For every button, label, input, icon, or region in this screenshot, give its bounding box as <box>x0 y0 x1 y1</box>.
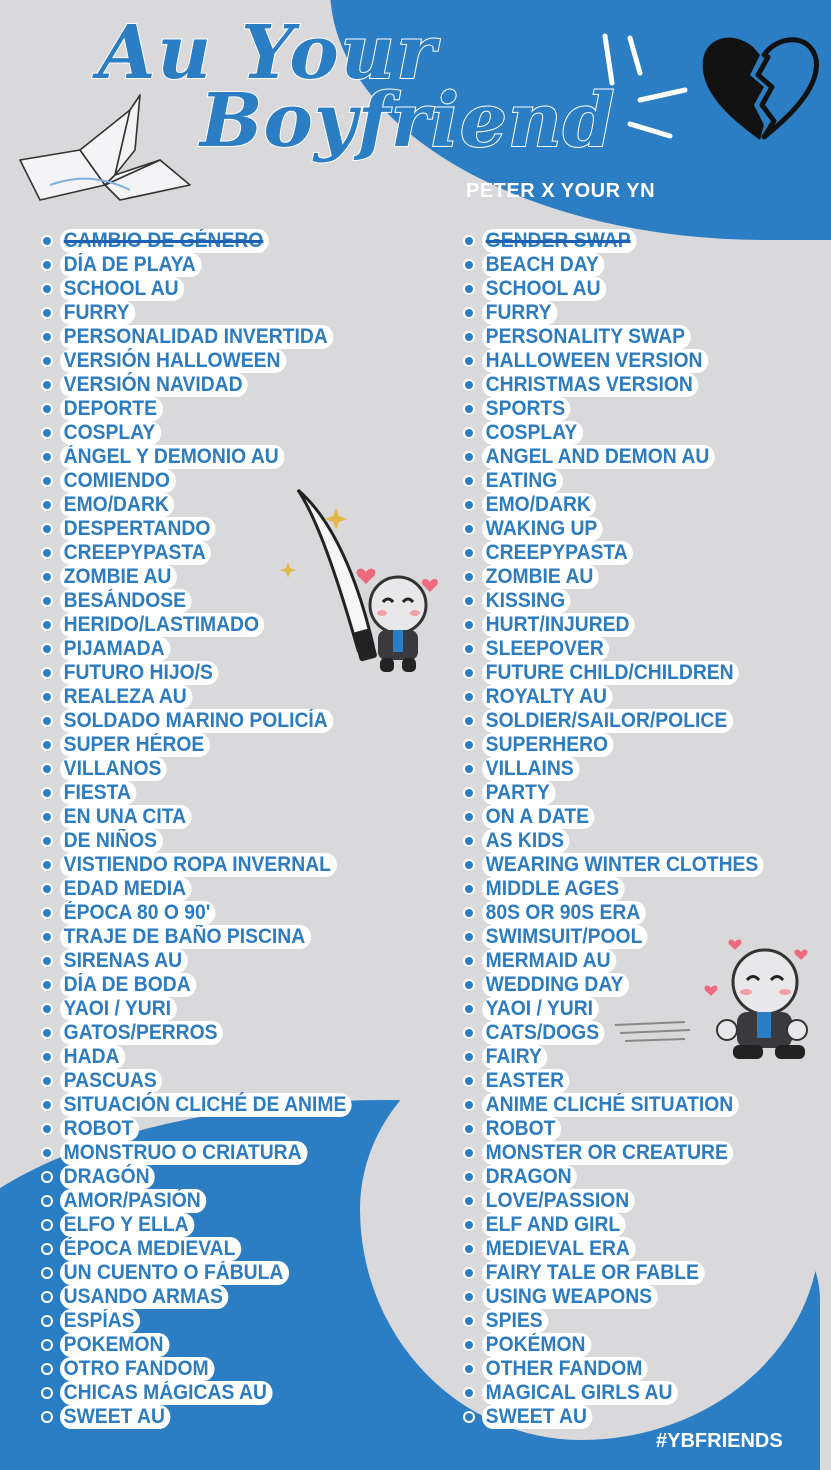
list-item-label: ROBOT <box>60 1117 139 1141</box>
bullet-icon <box>465 285 473 293</box>
list-item <box>40 1237 377 1261</box>
bullet-icon <box>465 741 473 749</box>
bullet-icon <box>465 1149 473 1157</box>
list-item <box>462 781 788 805</box>
bullet-icon <box>43 261 51 269</box>
list-item <box>462 1141 788 1165</box>
bullet-icon <box>43 381 51 389</box>
bullet-icon <box>465 669 473 677</box>
list-item-label: MONSTER OR CREATURE <box>482 1141 733 1165</box>
list-item-label: SITUACIÓN CLICHÉ DE ANIME <box>60 1093 352 1117</box>
bullet-icon <box>465 1005 473 1013</box>
list-item-label: EATING <box>482 469 563 493</box>
list-item <box>40 277 377 301</box>
list-item-label: HERIDO/LASTIMADO <box>60 613 265 637</box>
bullet-icon <box>465 861 473 869</box>
list-item <box>40 1093 377 1117</box>
list-item-label: HADA <box>60 1045 125 1069</box>
running-character-icon <box>615 930 825 1080</box>
list-item-label: MAGICAL GIRLS AU <box>482 1381 678 1405</box>
list-item-label: SIRENAS AU <box>60 949 188 973</box>
bullet-icon <box>43 885 51 893</box>
list-item <box>462 757 788 781</box>
bullet-icon <box>43 1317 51 1325</box>
list-item <box>40 1309 377 1333</box>
bullet-icon <box>43 1269 51 1277</box>
bullet-icon <box>43 309 51 317</box>
bullet-icon <box>465 1413 473 1421</box>
bullet-icon <box>43 1293 51 1301</box>
list-item <box>462 517 788 541</box>
list-item-label: OTRO FANDOM <box>60 1357 214 1381</box>
bullet-icon <box>43 333 51 341</box>
spanish-list <box>40 229 377 1429</box>
bullet-icon <box>43 981 51 989</box>
list-item <box>40 349 377 373</box>
list-item-label: USANDO ARMAS <box>60 1285 228 1309</box>
list-item-label: CATS/DOGS <box>482 1021 605 1045</box>
bullet-icon <box>465 765 473 773</box>
list-item <box>462 541 788 565</box>
list-item-label: DESPERTANDO <box>60 517 216 541</box>
list-item-label: VERSIÓN NAVIDAD <box>60 373 248 397</box>
list-item <box>462 805 788 829</box>
bullet-icon <box>465 717 473 725</box>
list-item-label: ÁNGEL Y DEMONIO AU <box>60 445 284 469</box>
list-item <box>462 253 788 277</box>
bullet-icon <box>465 1221 473 1229</box>
bullet-icon <box>43 909 51 917</box>
bullet-icon <box>465 645 473 653</box>
bullet-icon <box>43 1221 51 1229</box>
list-item-label: DRAGÓN <box>60 1165 155 1189</box>
list-item <box>462 397 788 421</box>
list-item <box>462 685 788 709</box>
list-item-label: PARTY <box>482 781 555 805</box>
list-item <box>40 1381 377 1405</box>
bullet-icon <box>465 621 473 629</box>
bullet-icon <box>465 1269 473 1277</box>
list-item-label: ROYALTY AU <box>482 685 613 709</box>
bullet-icon <box>43 789 51 797</box>
list-item-label: CHRISTMAS VERSION <box>482 373 698 397</box>
broken-heart-icon <box>698 25 823 150</box>
bullet-icon <box>465 261 473 269</box>
list-item <box>40 1069 377 1093</box>
list-item <box>462 1165 788 1189</box>
list-item-label: ZOMBIE AU <box>60 565 177 589</box>
list-item-label: POKÉMON <box>482 1333 591 1357</box>
bullet-icon <box>43 285 51 293</box>
bullet-icon <box>465 1101 473 1109</box>
list-item-label: 80S OR 90S ERA <box>482 901 646 925</box>
list-item-label: MIDDLE AGES <box>482 877 625 901</box>
bullet-icon <box>43 693 51 701</box>
list-item <box>40 1261 377 1285</box>
bullet-icon <box>465 1293 473 1301</box>
bullet-icon <box>465 1341 473 1349</box>
list-item-label: COSPLAY <box>60 421 161 445</box>
bullet-icon <box>465 1173 473 1181</box>
bullet-icon <box>43 1101 51 1109</box>
list-item-label: SPIES <box>482 1309 548 1333</box>
bullet-icon <box>465 501 473 509</box>
list-item-label: LOVE/PASSION <box>482 1189 635 1213</box>
list-item <box>40 805 377 829</box>
list-item-label: CHICAS MÁGICAS AU <box>60 1381 272 1405</box>
list-item-label: PIJAMADA <box>60 637 170 661</box>
list-item-label: EASTER <box>482 1069 570 1093</box>
list-item-label: ÉPOCA 80 O 90' <box>60 901 216 925</box>
list-item-label: SWIMSUIT/POOL <box>482 925 648 949</box>
bullet-icon <box>43 573 51 581</box>
subtitle: PETER X YOUR YN <box>466 180 656 202</box>
bullet-icon <box>43 933 51 941</box>
list-item-label: COMIENDO <box>60 469 175 493</box>
list-item <box>462 613 788 637</box>
list-item-label: DRAGON <box>482 1165 577 1189</box>
list-item-label: CAMBIO DE GÉNERO <box>60 229 269 253</box>
bullet-icon <box>43 621 51 629</box>
list-item <box>462 1357 788 1381</box>
list-item <box>40 733 377 757</box>
list-item <box>40 781 377 805</box>
list-item <box>40 685 377 709</box>
list-item-label: SLEEPOVER <box>482 637 609 661</box>
list-item <box>40 1213 377 1237</box>
sparkle-lines-icon <box>600 28 690 138</box>
bullet-icon <box>465 309 473 317</box>
list-item <box>462 1117 788 1141</box>
bullet-icon <box>43 549 51 557</box>
list-item <box>40 1333 377 1357</box>
list-item-label: VILLAINS <box>482 757 579 781</box>
list-item-label: AS KIDS <box>482 829 570 853</box>
list-item-label: VERSIÓN HALLOWEEN <box>60 349 286 373</box>
list-item <box>40 373 377 397</box>
bullet-icon <box>43 1053 51 1061</box>
bullet-icon <box>43 1077 51 1085</box>
list-item <box>40 757 377 781</box>
bullet-icon <box>43 1197 51 1205</box>
list-item <box>40 421 377 445</box>
list-item <box>462 1189 788 1213</box>
list-item-label: GATOS/PERROS <box>60 1021 223 1045</box>
bullet-icon <box>43 1341 51 1349</box>
list-item <box>462 1237 788 1261</box>
list-item <box>40 1045 377 1069</box>
list-item-label: CREEPYPASTA <box>482 541 633 565</box>
bullet-icon <box>43 1365 51 1373</box>
bullet-icon <box>465 981 473 989</box>
list-item-label: DÍA DE BODA <box>60 973 196 997</box>
bullet-icon <box>465 789 473 797</box>
list-item-label: WAKING UP <box>482 517 603 541</box>
bullet-icon <box>465 477 473 485</box>
list-item <box>40 973 377 997</box>
bullet-icon <box>43 1029 51 1037</box>
list-item <box>462 1333 788 1357</box>
bullet-icon <box>43 669 51 677</box>
list-item <box>40 445 377 469</box>
list-item <box>462 493 788 517</box>
list-item <box>462 469 788 493</box>
bullet-icon <box>465 1197 473 1205</box>
list-item <box>40 1117 377 1141</box>
title-line-1: Au Your <box>98 10 438 96</box>
bullet-icon <box>465 381 473 389</box>
list-item-label: ELF AND GIRL <box>482 1213 626 1237</box>
list-item <box>40 853 377 877</box>
bullet-icon <box>465 1053 473 1061</box>
list-item-label: COSPLAY <box>482 421 583 445</box>
list-item-label: MERMAID AU <box>482 949 616 973</box>
bullet-icon <box>43 765 51 773</box>
list-item-label: WEDDING DAY <box>482 973 629 997</box>
list-item-label: KISSING <box>482 589 571 613</box>
list-item <box>40 1189 377 1213</box>
bullet-icon <box>465 1389 473 1397</box>
list-item-label: SOLDIER/SAILOR/POLICE <box>482 709 733 733</box>
list-item <box>40 949 377 973</box>
list-item-label: DÍA DE PLAYA <box>60 253 201 277</box>
list-item-label: FURRY <box>482 301 557 325</box>
list-item-label: DE NIÑOS <box>60 829 163 853</box>
bullet-icon <box>465 573 473 581</box>
list-item <box>462 853 788 877</box>
list-item-label: ELFO Y ELLA <box>60 1213 194 1237</box>
list-item <box>462 445 788 469</box>
bullet-icon <box>465 1125 473 1133</box>
list-item <box>462 565 788 589</box>
bullet-icon <box>43 1389 51 1397</box>
bullet-icon <box>43 405 51 413</box>
list-item <box>40 229 377 253</box>
list-item-label: SCHOOL AU <box>482 277 606 301</box>
list-item <box>462 829 788 853</box>
list-item-label: FUTURO HIJO/S <box>60 661 218 685</box>
list-item <box>40 1165 377 1189</box>
list-item <box>462 1285 788 1309</box>
list-item-label: HURT/INJURED <box>482 613 635 637</box>
bullet-icon <box>465 957 473 965</box>
bullet-icon <box>43 741 51 749</box>
list-item <box>40 1021 377 1045</box>
list-item-label: BESÁNDOSE <box>60 589 192 613</box>
list-item-label: BEACH DAY <box>482 253 604 277</box>
list-item-label: HALLOWEEN VERSION <box>482 349 708 373</box>
list-item <box>462 901 788 925</box>
bullet-icon <box>465 549 473 557</box>
bullet-icon <box>465 597 473 605</box>
list-item <box>462 1093 788 1117</box>
bullet-icon <box>43 645 51 653</box>
list-item <box>40 397 377 421</box>
list-item <box>462 877 788 901</box>
list-item-label: USING WEAPONS <box>482 1285 658 1309</box>
bullet-icon <box>465 1317 473 1325</box>
bullet-icon <box>43 813 51 821</box>
list-item-label: REALEZA AU <box>60 685 192 709</box>
list-item-label: PERSONALIDAD INVERTIDA <box>60 325 333 349</box>
list-item <box>40 1285 377 1309</box>
list-item <box>462 301 788 325</box>
bullet-icon <box>465 237 473 245</box>
list-item-label: YAOI / YURI <box>482 997 599 1021</box>
list-item <box>40 877 377 901</box>
list-item-label: SOLDADO MARINO POLICÍA <box>60 709 333 733</box>
list-item <box>462 325 788 349</box>
bullet-icon <box>43 453 51 461</box>
bullet-icon <box>465 909 473 917</box>
list-item <box>40 301 377 325</box>
list-item <box>462 229 788 253</box>
list-item <box>462 709 788 733</box>
list-item-label: FAIRY <box>482 1045 547 1069</box>
list-item-label: DEPORTE <box>60 397 163 421</box>
bullet-icon <box>43 957 51 965</box>
list-item <box>40 925 377 949</box>
list-item <box>40 1141 377 1165</box>
bullet-icon <box>43 861 51 869</box>
bullet-icon <box>43 1413 51 1421</box>
list-item-label: ESPÍAS <box>60 1309 140 1333</box>
list-item-label: OTHER FANDOM <box>482 1357 648 1381</box>
list-item <box>40 1405 377 1429</box>
bullet-icon <box>465 1029 473 1037</box>
list-item-label: YAOI / YURI <box>60 997 177 1021</box>
list-item-label: ÉPOCA MEDIEVAL <box>60 1237 241 1261</box>
list-item-label: FIESTA <box>60 781 136 805</box>
bullet-icon <box>43 1245 51 1253</box>
bullet-icon <box>43 477 51 485</box>
bullet-icon <box>43 501 51 509</box>
list-item <box>462 1381 788 1405</box>
list-item-label: EN UNA CITA <box>60 805 192 829</box>
bullet-icon <box>43 1005 51 1013</box>
list-item-label: EMO/DARK <box>60 493 174 517</box>
list-item <box>462 589 788 613</box>
bullet-icon <box>465 1365 473 1373</box>
list-item-label: GENDER SWAP <box>482 229 636 253</box>
bullet-icon <box>465 1077 473 1085</box>
list-item <box>462 1213 788 1237</box>
list-item-label: SUPER HÉROE <box>60 733 210 757</box>
bullet-icon <box>465 405 473 413</box>
list-item <box>462 1309 788 1333</box>
character-with-knife-icon <box>278 480 448 680</box>
list-item <box>40 901 377 925</box>
list-item-label: ANIME CLICHÉ SITUATION <box>482 1093 739 1117</box>
bullet-icon <box>43 597 51 605</box>
list-item-label: AMOR/PASIÓN <box>60 1189 206 1213</box>
bullet-icon <box>43 237 51 245</box>
list-item <box>40 997 377 1021</box>
list-item <box>40 1357 377 1381</box>
list-item-label: POKEMON <box>60 1333 169 1357</box>
bullet-icon <box>43 525 51 533</box>
list-item <box>462 349 788 373</box>
bullet-icon <box>465 813 473 821</box>
list-item <box>462 1261 788 1285</box>
list-item <box>40 325 377 349</box>
list-item-label: UN CUENTO O FÁBULA <box>60 1261 289 1285</box>
list-item-label: EMO/DARK <box>482 493 596 517</box>
list-item-label: SPORTS <box>482 397 571 421</box>
list-item <box>462 421 788 445</box>
bullet-icon <box>43 1149 51 1157</box>
list-item <box>40 253 377 277</box>
list-item-label: SWEET AU <box>482 1405 592 1429</box>
bullet-icon <box>465 837 473 845</box>
bullet-icon <box>43 1173 51 1181</box>
list-item-label: ANGEL AND DEMON AU <box>482 445 715 469</box>
bullet-icon <box>465 453 473 461</box>
bullet-icon <box>43 1125 51 1133</box>
list-item <box>462 373 788 397</box>
bullet-icon <box>465 525 473 533</box>
bullet-icon <box>465 1245 473 1253</box>
list-item <box>462 637 788 661</box>
bullet-icon <box>465 693 473 701</box>
list-item-label: CREEPYPASTA <box>60 541 211 565</box>
list-item-label: FAIRY TALE OR FABLE <box>482 1261 704 1285</box>
bullet-icon <box>43 717 51 725</box>
bullet-icon <box>465 885 473 893</box>
bullet-icon <box>43 837 51 845</box>
list-item <box>462 1405 788 1429</box>
list-item-label: EDAD MEDIA <box>60 877 192 901</box>
bullet-icon <box>465 429 473 437</box>
list-item-label: WEARING WINTER CLOTHES <box>482 853 764 877</box>
list-item-label: TRAJE DE BAÑO PISCINA <box>60 925 311 949</box>
hashtag: #YBFRIENDS <box>656 1430 783 1452</box>
list-item-label: FUTURE CHILD/CHILDREN <box>482 661 739 685</box>
paper-crane-icon <box>10 90 200 220</box>
list-item <box>462 733 788 757</box>
bullet-icon <box>465 933 473 941</box>
list-item-label: PASCUAS <box>60 1069 162 1093</box>
list-item-label: MEDIEVAL ERA <box>482 1237 635 1261</box>
list-item-label: SUPERHERO <box>482 733 614 757</box>
bullet-icon <box>43 429 51 437</box>
english-list <box>462 229 788 1429</box>
list-item-label: VILLANOS <box>60 757 167 781</box>
list-item-label: VISTIENDO ROPA INVERNAL <box>60 853 336 877</box>
list-item-label: ROBOT <box>482 1117 561 1141</box>
list-item <box>40 829 377 853</box>
bullet-icon <box>43 357 51 365</box>
bullet-icon <box>465 333 473 341</box>
list-item-label: MONSTRUO O CRIATURA <box>60 1141 307 1165</box>
list-item-label: SWEET AU <box>60 1405 170 1429</box>
list-item-label: ZOMBIE AU <box>482 565 599 589</box>
list-item-label: PERSONALITY SWAP <box>482 325 691 349</box>
title-line-2: Boyfriend <box>200 78 616 164</box>
list-item <box>462 277 788 301</box>
list-item-label: FURRY <box>60 301 135 325</box>
list-item <box>462 661 788 685</box>
bullet-icon <box>465 357 473 365</box>
list-item-label: ON A DATE <box>482 805 595 829</box>
list-item <box>40 709 377 733</box>
list-item-label: SCHOOL AU <box>60 277 184 301</box>
